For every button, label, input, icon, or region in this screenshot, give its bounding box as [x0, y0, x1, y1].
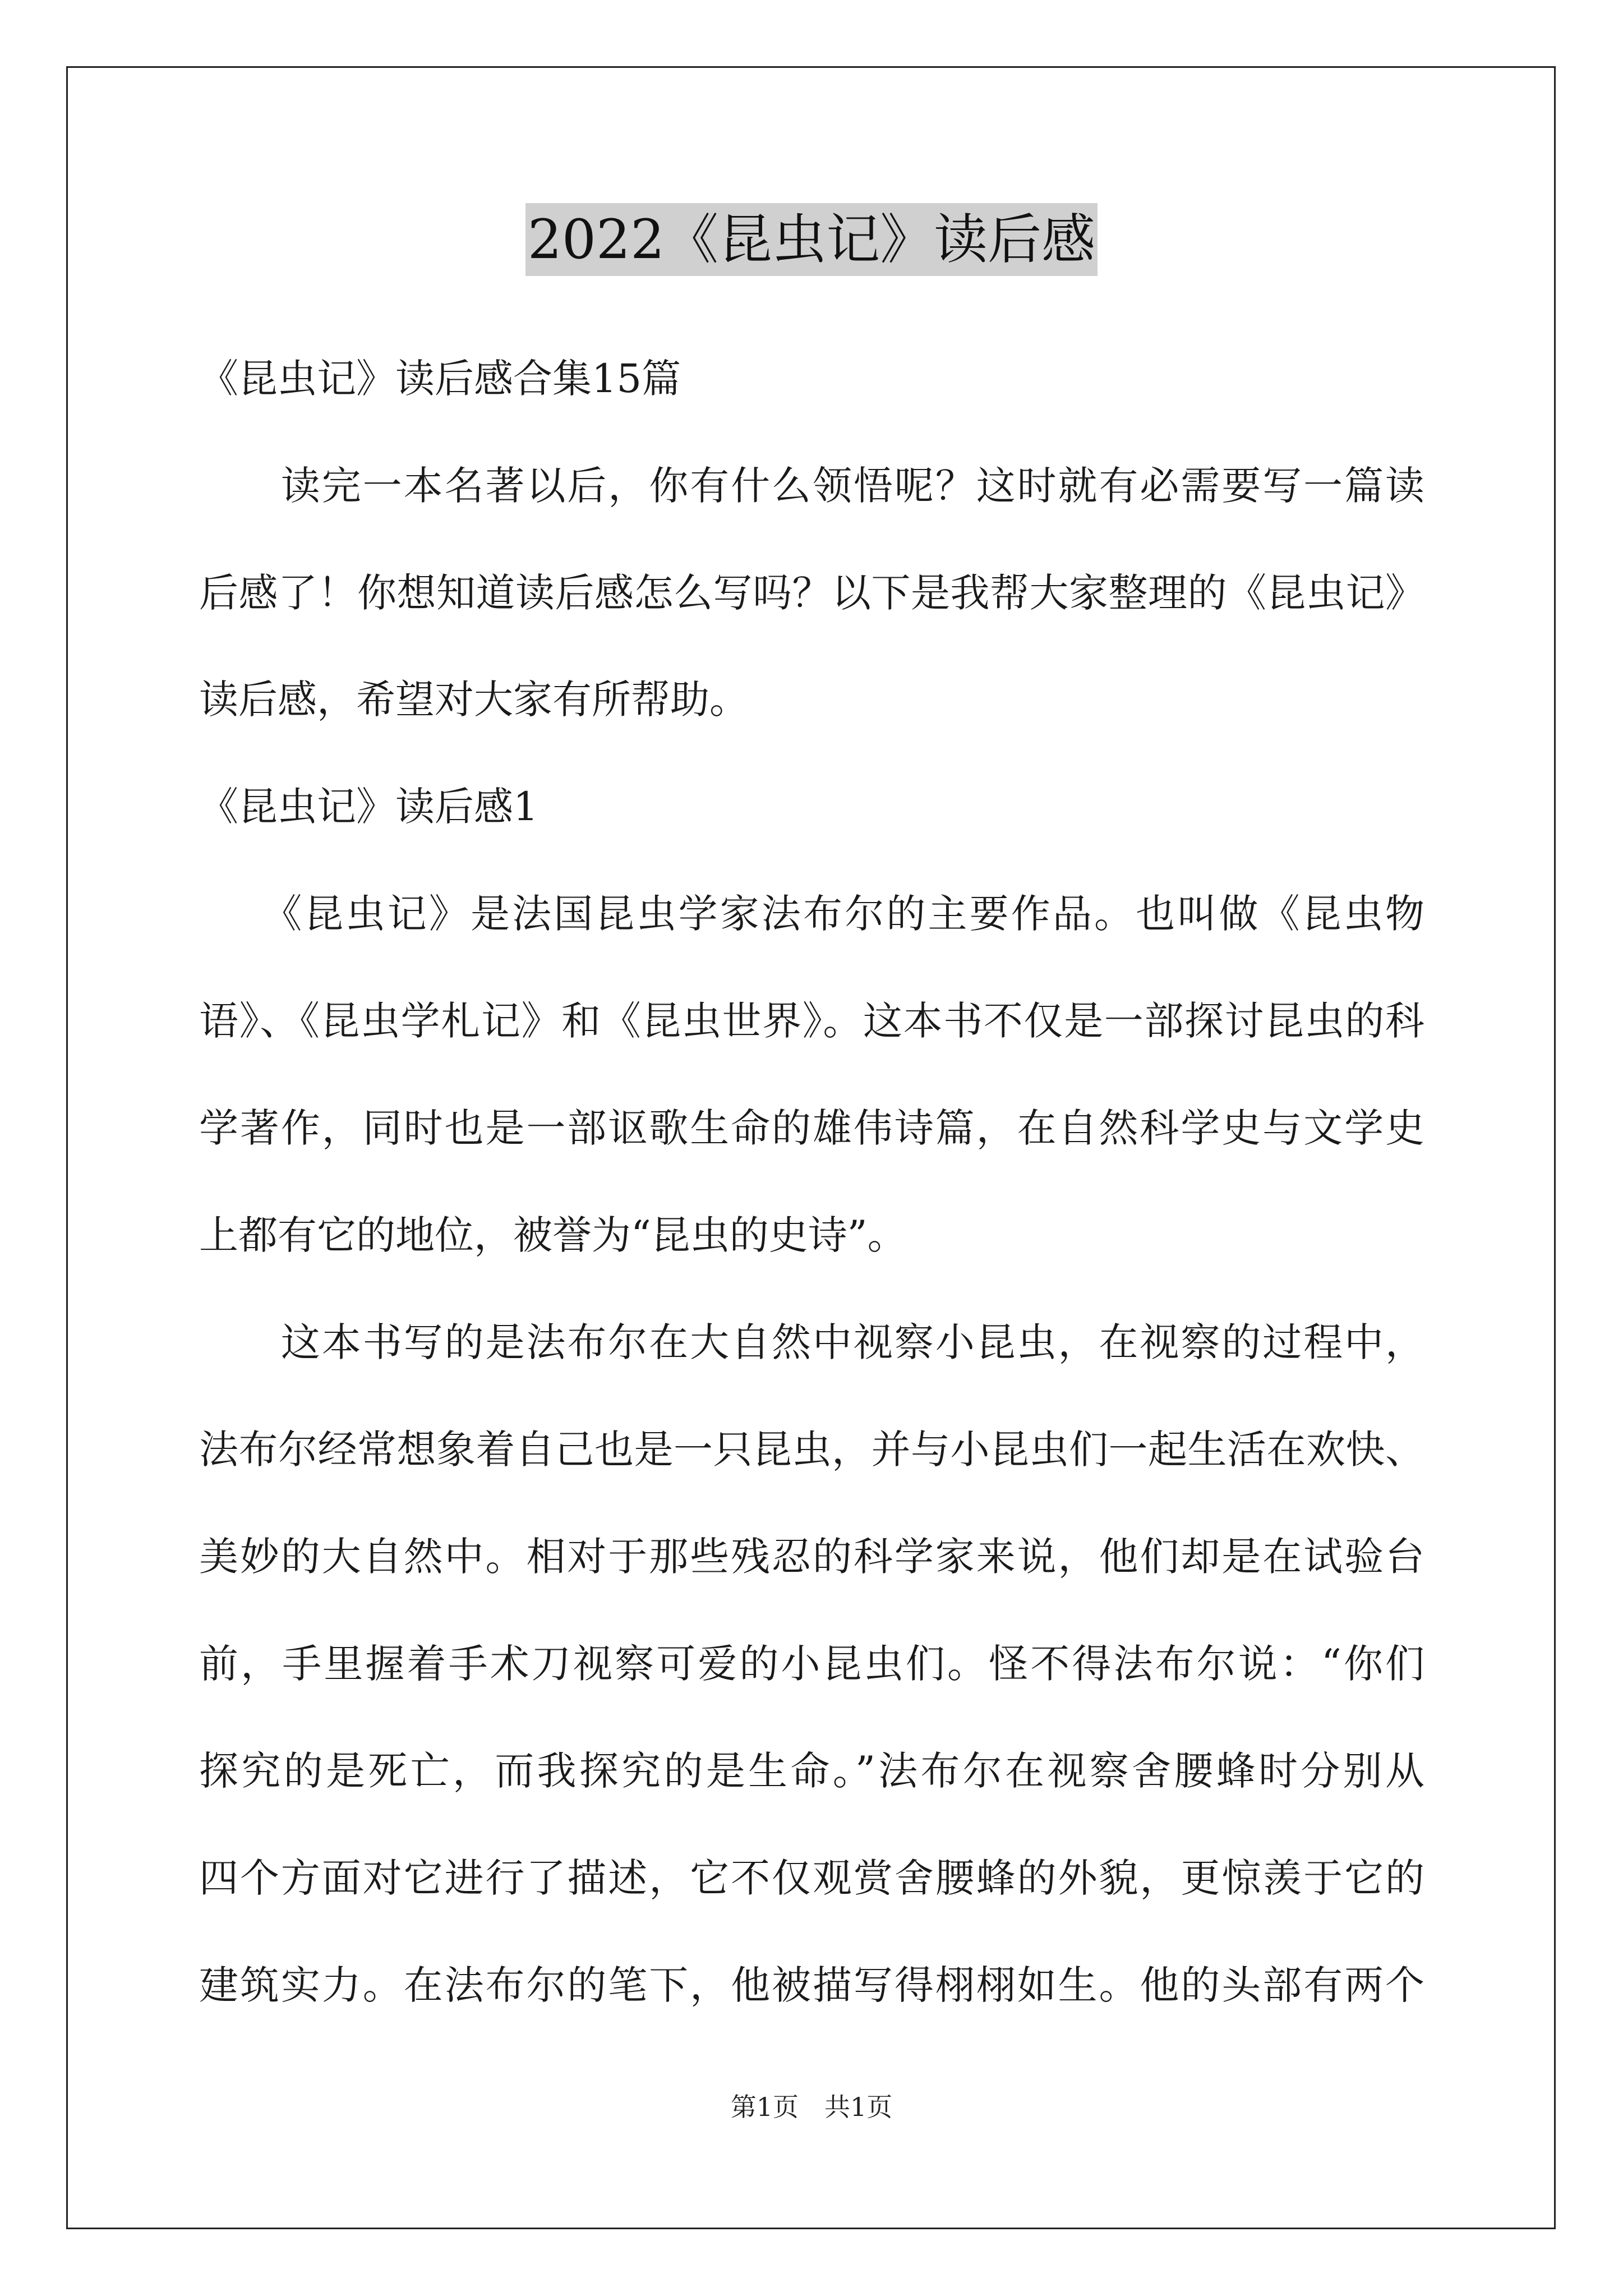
subtitle: 《昆虫记》读后感合集15篇 [199, 356, 681, 402]
paragraph2-line-4: 前，手里握着手术刀视察可爱的小昆虫们。怪不得法布尔说：“你们 [199, 1641, 1424, 1687]
paragraph2-line-6: 四个方面对它进行了描述，它不仅观赏舍腰蜂的外貌，更惊羡于它的 [199, 1855, 1424, 1901]
document-title: 2022《昆虫记》读后感 [525, 203, 1098, 276]
paragraph2-line-2: 法布尔经常想象着自己也是一只昆虫，并与小昆虫们一起生活在欢快、 [199, 1427, 1424, 1473]
paragraph2-line-5: 探究的是死亡，而我探究的是生命。”法布尔在视察舍腰蜂时分别从 [199, 1748, 1424, 1794]
paragraph1-line-1: 《昆虫记》是法国昆虫学家法布尔的主要作品。也叫做《昆虫物 [199, 891, 1424, 937]
paragraph1-line-4: 上都有它的地位，被誉为“昆虫的史诗”。 [199, 1212, 907, 1258]
section-heading: 《昆虫记》读后感1 [199, 784, 538, 830]
page-number-footer: 第1页 共1页 [730, 2092, 893, 2122]
paragraph1-line-2: 语》、《昆虫学札记》和《昆虫世界》。这本书不仅是一部探讨昆虫的科 [199, 998, 1424, 1044]
intro-line-3: 读后感，希望对大家有所帮助。 [199, 677, 749, 723]
paragraph2-line-3: 美妙的大自然中。相对于那些残忍的科学家来说，他们却是在试验台 [199, 1534, 1424, 1580]
title-container [0, 203, 1623, 276]
paragraph2-line-7: 建筑实力。在法布尔的笔下，他被描写得栩栩如生。他的头部有两个 [199, 1962, 1424, 2008]
intro-line-2: 后感了！你想知道读后感怎么写吗？以下是我帮大家整理的《昆虫记》 [199, 570, 1424, 616]
intro-line-1: 读完一本名著以后，你有什么领悟呢？这时就有必需要写一篇读 [199, 463, 1424, 509]
paragraph1-line-3: 学著作，同时也是一部讴歌生命的雄伟诗篇，在自然科学史与文学史 [199, 1105, 1424, 1151]
paragraph2-line-1: 这本书写的是法布尔在大自然中视察小昆虫，在视察的过程中， [199, 1319, 1424, 1365]
